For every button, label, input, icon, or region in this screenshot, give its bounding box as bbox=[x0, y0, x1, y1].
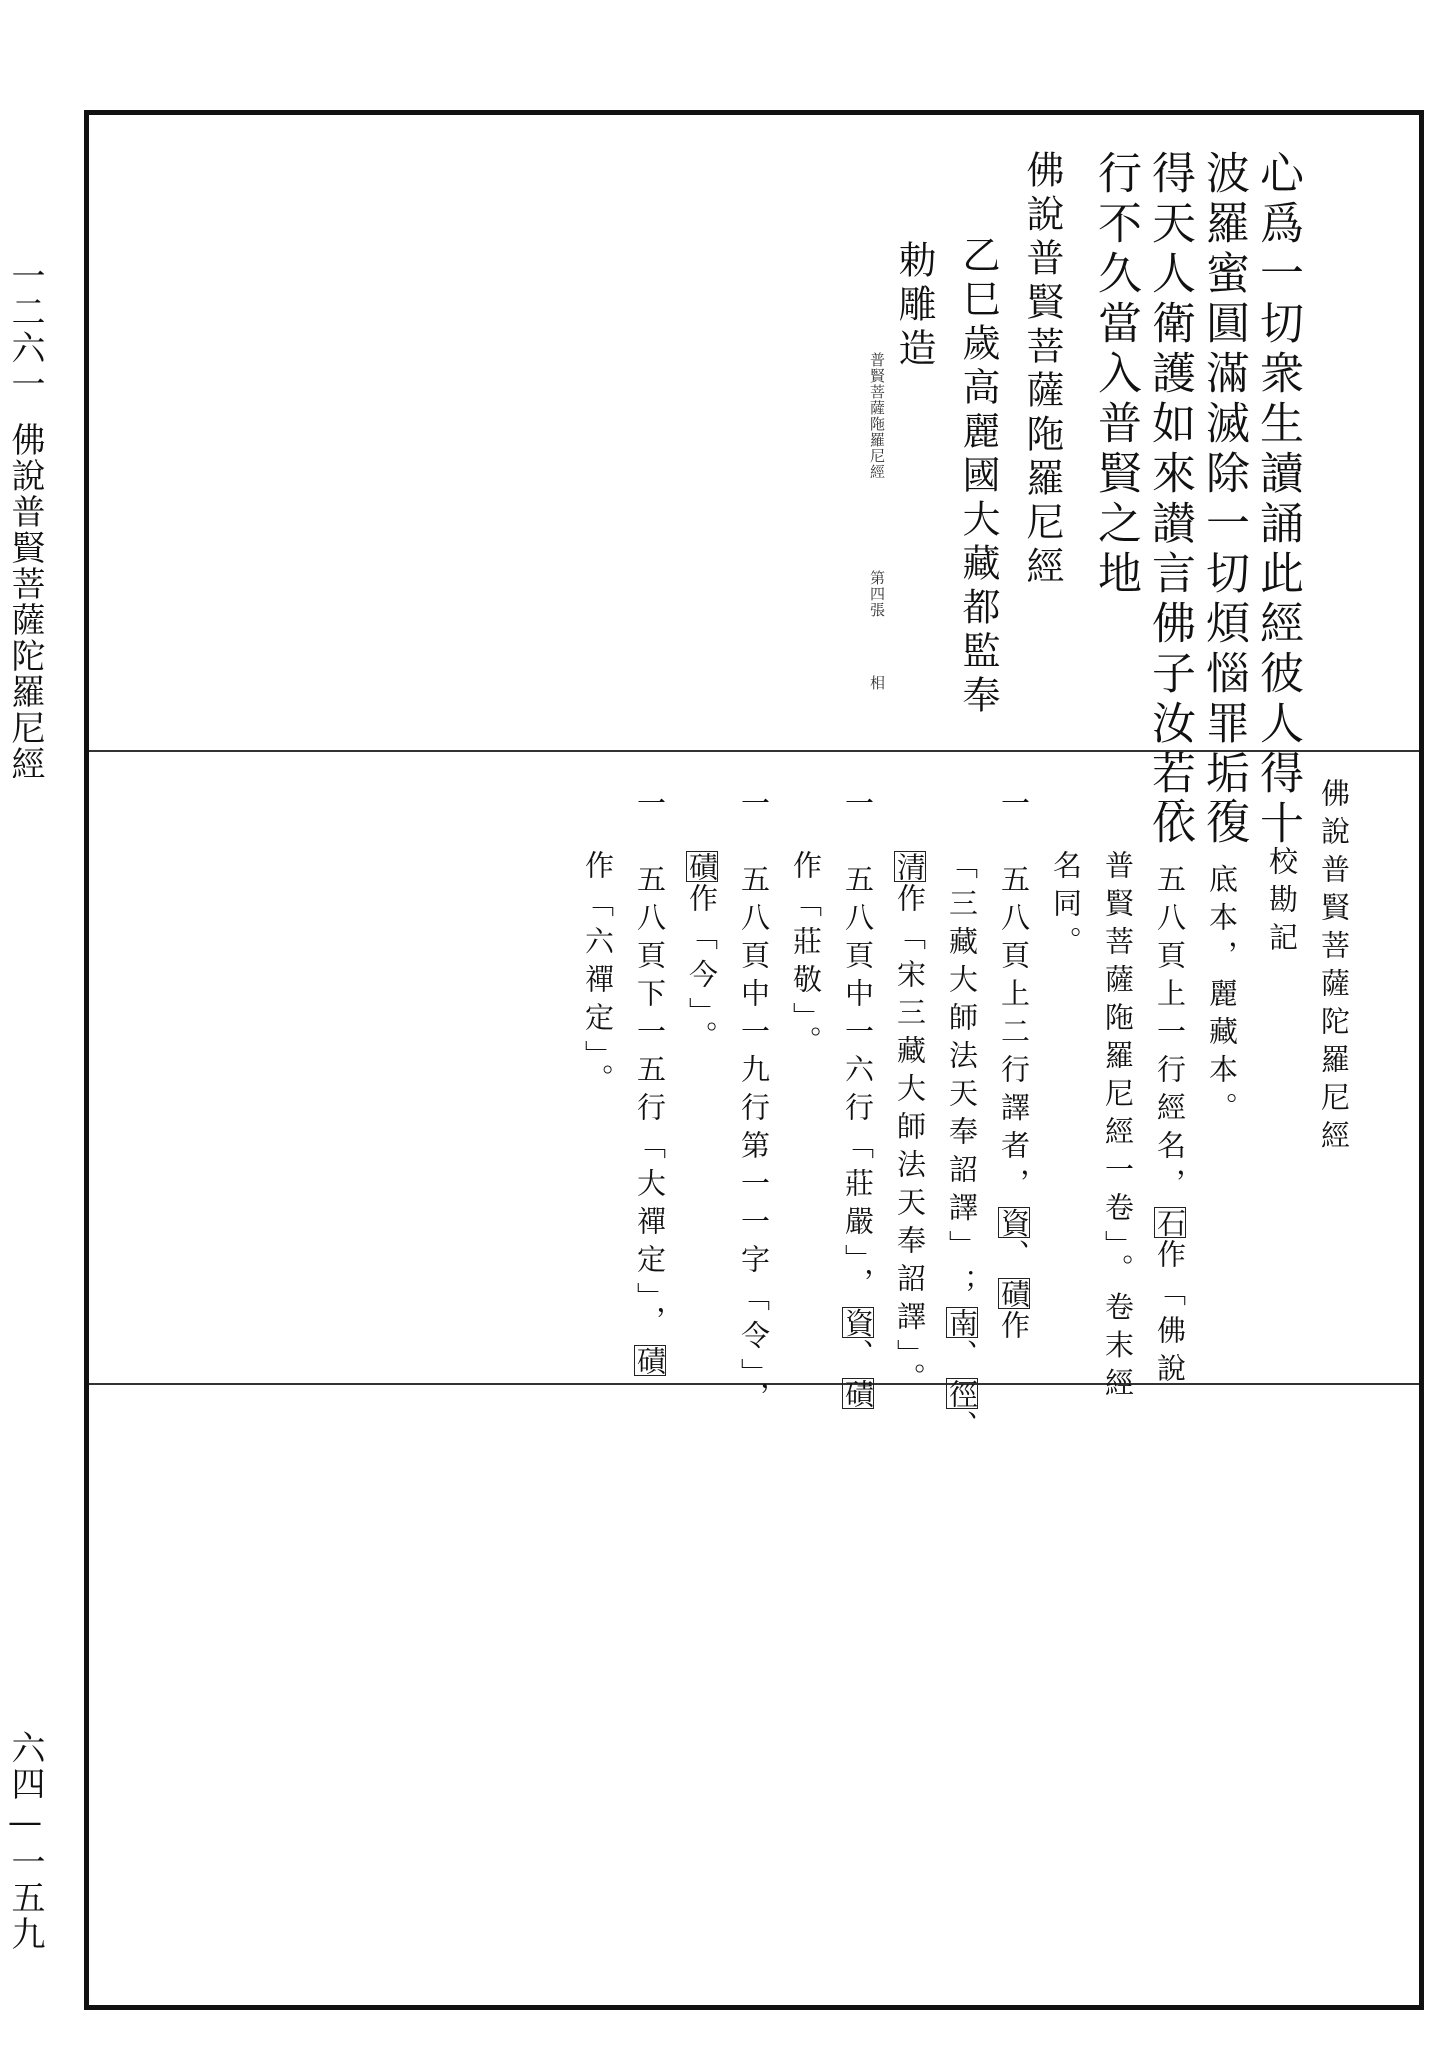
page-number: 六四—一五九 bbox=[5, 1730, 45, 1952]
edition-siglum: 磧 bbox=[685, 852, 719, 881]
colophon-line-1: 乙巳歲高麗國大藏都監奉 bbox=[956, 235, 1000, 719]
colophon-small-number: 第四張 bbox=[868, 570, 886, 618]
note-text: 、 bbox=[997, 1239, 1031, 1277]
collation-note-line bbox=[572, 788, 624, 1448]
collation-note-line bbox=[832, 788, 884, 1448]
volume-page-number: 一二六一 bbox=[5, 258, 45, 402]
collation-subtitle: 校勘記 bbox=[1265, 846, 1299, 960]
collation-note-line bbox=[1040, 788, 1092, 1448]
text-line-3: 得天人衛護如來讃言佛子汝若依 bbox=[1144, 150, 1195, 850]
colophon-line-2: 勅雕造 bbox=[892, 240, 936, 372]
note-text: 普賢菩薩陁羅尼經一卷」。卷末經 bbox=[1101, 850, 1135, 1406]
collation-note-line bbox=[1092, 788, 1144, 1448]
collation-note-line bbox=[728, 788, 780, 1448]
note-text: 一 底本，麗藏本。 bbox=[1205, 788, 1239, 1130]
note-text: 作「宋三藏大師法天奉詔譯」。 bbox=[893, 883, 927, 1401]
text-line-2: 波羅蜜圓滿滅除一切煩惱罪垢復 bbox=[1198, 150, 1249, 850]
collation-note-line bbox=[676, 788, 728, 1448]
note-text: 一 五八頁中一六行「莊嚴」， bbox=[841, 788, 875, 1306]
colophon-small-title: 普賢菩薩陁羅尼經 bbox=[868, 352, 886, 480]
edition-siglum: 資 bbox=[841, 1307, 875, 1337]
collation-note bbox=[780, 788, 884, 1448]
collation-note-line bbox=[1144, 788, 1196, 1448]
collation-note bbox=[1040, 788, 1196, 1448]
note-text: 、 bbox=[945, 1410, 979, 1448]
colophon-small-mark: 相 bbox=[868, 675, 886, 691]
note-text: 作 bbox=[997, 1310, 1031, 1348]
note-text: 、 bbox=[945, 1339, 979, 1377]
note-text: 「三藏大師法天奉詔譯」； bbox=[945, 850, 979, 1306]
note-text: 一 五八頁中一九行第一一字「令」， bbox=[737, 788, 771, 1420]
edition-siglum: 石 bbox=[1153, 1208, 1187, 1237]
collation-title: 佛說普賢菩薩陀羅尼經 bbox=[1317, 778, 1351, 1158]
collation-note bbox=[572, 788, 676, 1448]
note-text: 一 五八頁上一行經名， bbox=[1153, 788, 1187, 1206]
collation-note-line bbox=[884, 788, 936, 1448]
collation-note bbox=[676, 788, 780, 1448]
note-text: 作「今」。 bbox=[685, 883, 719, 1059]
edition-siglum: 徑 bbox=[945, 1379, 979, 1408]
edition-siglum: 磧 bbox=[997, 1279, 1031, 1308]
collation-note-line bbox=[780, 788, 832, 1448]
running-title: 佛說普賢菩薩陀羅尼經 bbox=[5, 422, 45, 782]
collation-note-line bbox=[1196, 788, 1248, 1448]
edition-siglum: 南 bbox=[945, 1308, 979, 1337]
collation-note bbox=[1196, 788, 1248, 1448]
text-line-1: 心爲一切衆生讀誦此經彼人得十 bbox=[1252, 150, 1303, 850]
edition-siglum: 資 bbox=[997, 1208, 1031, 1237]
collation-notes bbox=[572, 788, 1248, 1448]
note-text: 作「六禪定」。 bbox=[581, 850, 615, 1102]
margin-header bbox=[6, 258, 44, 782]
edition-siglum: 清 bbox=[893, 852, 927, 881]
edition-siglum: 磧 bbox=[841, 1378, 875, 1408]
note-text: 、 bbox=[841, 1338, 875, 1377]
collation-note-line bbox=[624, 788, 676, 1448]
collation-note-line bbox=[936, 788, 988, 1448]
collation-note bbox=[884, 788, 1040, 1448]
text-line-4: 行不久當入普賢之地 bbox=[1090, 150, 1141, 600]
note-text: 作「莊敬」。 bbox=[789, 850, 823, 1064]
note-text: 名同。 bbox=[1049, 850, 1083, 964]
edition-siglum: 磧 bbox=[633, 1345, 667, 1375]
note-text: 作「佛說 bbox=[1153, 1239, 1187, 1391]
note-text: 一 五八頁上二行譯者， bbox=[997, 788, 1031, 1206]
collation-note-line bbox=[988, 788, 1040, 1448]
note-text: 一 五八頁下一五行「大禪定」， bbox=[633, 788, 667, 1344]
colophon-title: 佛說普賢菩薩陁羅尼經 bbox=[1020, 150, 1064, 590]
